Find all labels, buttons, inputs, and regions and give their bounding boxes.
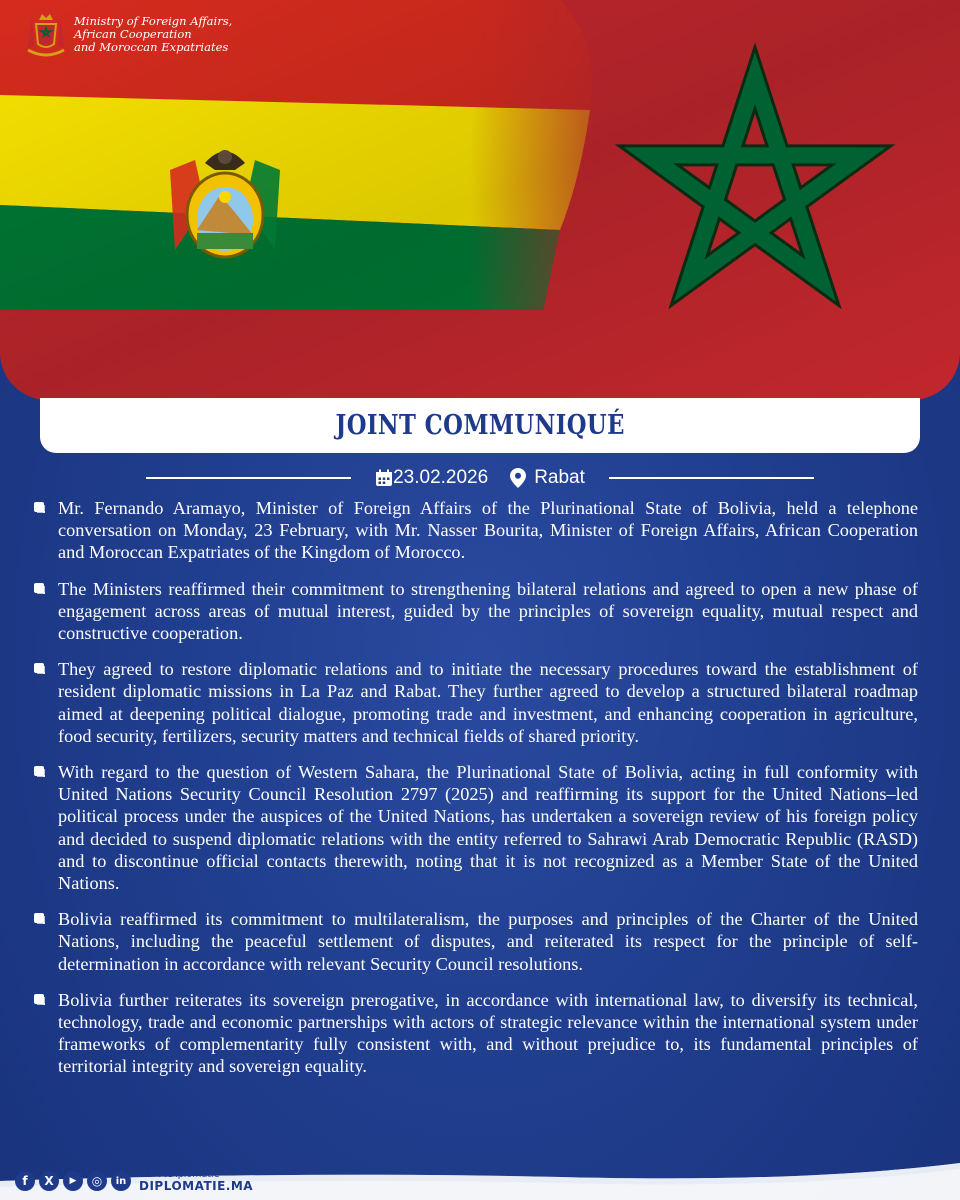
right-divider — [609, 477, 814, 479]
paragraph-4 — [34, 761, 918, 894]
bullet-icon — [34, 913, 46, 925]
website-link[interactable]: DIPLOMATIE.MA — [139, 1179, 254, 1193]
page-title: JOINT COMMUNIQUÉ — [335, 410, 625, 441]
linkedin-icon[interactable]: in — [111, 1171, 131, 1191]
calendar-icon — [375, 469, 393, 487]
ministry-line-1: Ministry of Foreign Affairs, — [74, 13, 233, 28]
instagram-icon[interactable]: ◎ — [87, 1171, 107, 1191]
x-icon[interactable]: X — [39, 1171, 59, 1191]
location-item — [510, 467, 585, 489]
paragraph-text: Bolivia reaffirmed its commitment to multilateralism, the purposes and principles of the Charter of the United Nations, including the peaceful settlement of disputes, and reiterated its respect for the principle of self-determination in accordance with relevant Security Council resolutions. — [58, 909, 918, 974]
footer — [0, 1163, 960, 1200]
social-links — [15, 1169, 253, 1193]
location-pin-icon — [510, 468, 526, 488]
paragraph-2 — [34, 578, 918, 645]
paragraph-text: The Ministers reaffirmed their commitment to strengthening bilateral relations and agreed to open a new phase of engagement across areas of mutual interest, guided by the principles of sovereign equality, mutual respect and constructive cooperation. — [58, 578, 918, 644]
paragraph-text: With regard to the question of Western Sahara, the Plurinational State of Bolivia, acting in full conformity with United Nations Security Council Resolution 2797 (2025) and reaffirming its support for the United Nations–led political process under the auspices of the United Nations, has undertaken a sovereign review of his foreign policy and decided to suspend diplomatic relations with the entity referred to Sahrawi Arab Democratic Republic (RASD) and to discontinue official contacts therewith, noting that it is not recognized as a Member State of the United Nations. — [58, 762, 918, 894]
left-divider — [146, 477, 351, 479]
ministry-logo — [24, 10, 232, 58]
flags-illustration — [0, 0, 960, 400]
paragraph-text: Mr. Fernando Aramayo, Minister of Foreign Affairs of the Plurinational State of Bolivia, held a telephone conversation on Monday, 23 February, with Mr. Nasser Bourita, Minister of Foreign Affairs, African Cooperation and Moroccan Expatriates of the Kingdom of Morocco. — [58, 498, 918, 563]
paragraph-1 — [34, 497, 918, 564]
ministry-line-2: African Cooperation — [74, 26, 192, 41]
date-text: 23.02.2026 — [393, 467, 489, 488]
paragraph-6 — [34, 989, 918, 1078]
bullet-icon — [34, 583, 46, 595]
ministry-line-3: and Moroccan Expatriates — [74, 39, 229, 54]
bullet-icon — [34, 766, 46, 778]
bullet-icon — [34, 663, 46, 675]
bullet-icon — [34, 994, 46, 1006]
youtube-icon[interactable]: ▶ — [63, 1171, 83, 1191]
paragraph-5 — [34, 908, 918, 975]
title-bar — [40, 398, 920, 453]
paragraph-text: Bolivia further reiterates its sovereign prerogative, in accordance with international law, to diversify its technical, technology, trade and economic partnerships with actors of strategic relevance within the international system under frameworks of complementarity fully consistent with, and without prejudice to, its fundamental principles of territorial integrity and sovereign equality. — [58, 989, 918, 1077]
communique-body — [34, 497, 918, 1092]
location-text: Rabat — [534, 467, 585, 488]
social-handle: MarocDiplomatie — [139, 1169, 220, 1180]
brand — [139, 1169, 253, 1193]
paragraph-text: They agreed to restore diplomatic relations and to initiate the necessary procedures toward the establishment of resident diplomatic missions in La Paz and Rabat. They further agreed to develop a structured bilateral roadmap aimed at deepening political dialogue, promoting trade and investment, and enhancing cooperation in agriculture, food security, fertilizers, security matters and technical fields of shared priority. — [58, 659, 918, 746]
bullet-icon — [34, 502, 46, 514]
flags-banner — [0, 0, 960, 400]
paragraph-3 — [34, 658, 918, 747]
meta-row — [0, 464, 960, 492]
royal-emblem-icon — [24, 10, 68, 58]
facebook-icon[interactable]: f — [15, 1171, 35, 1191]
date-item — [375, 467, 488, 489]
